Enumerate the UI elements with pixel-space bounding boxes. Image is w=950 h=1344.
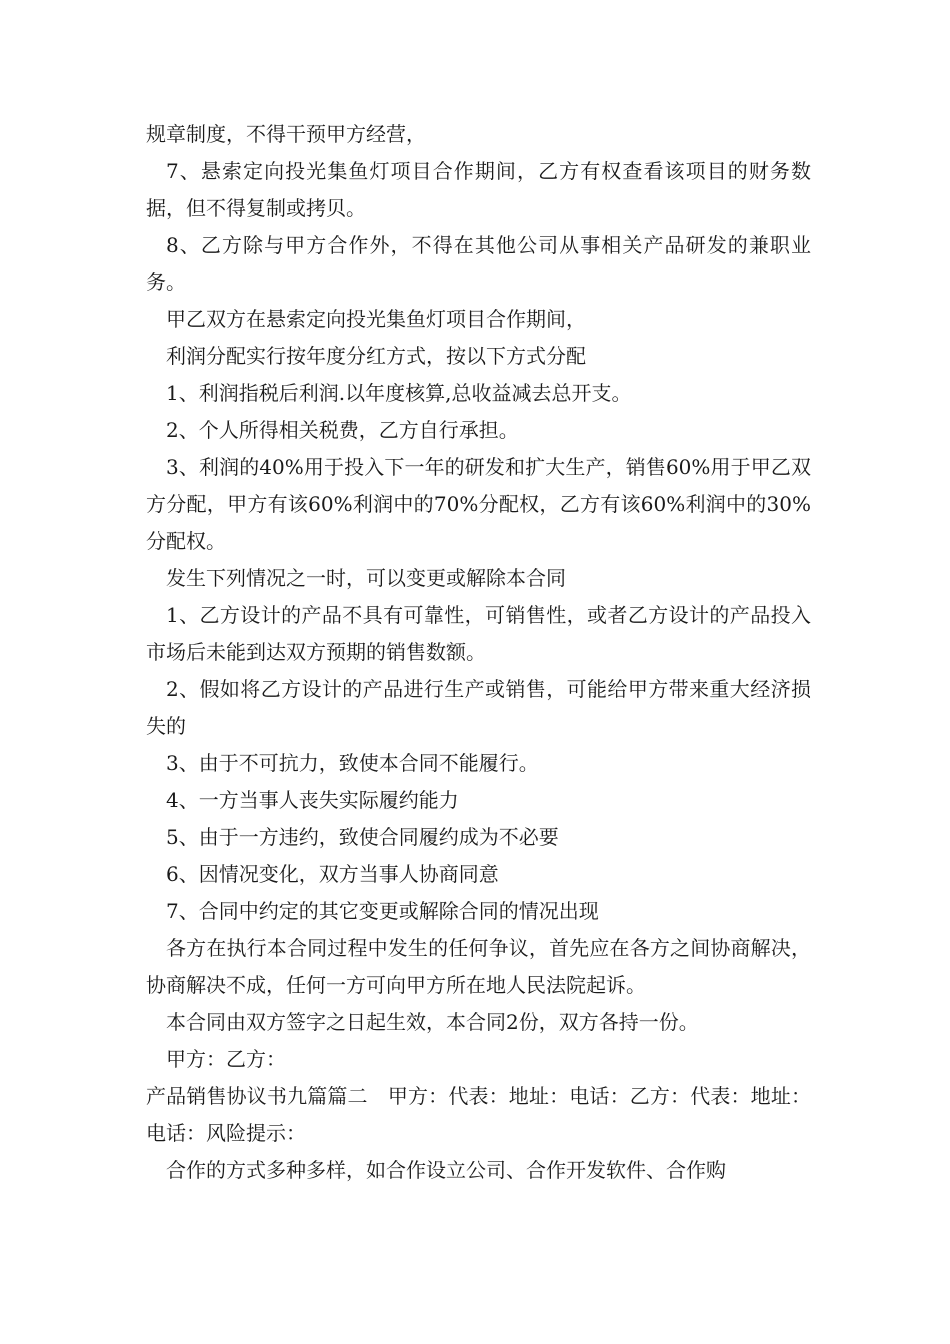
paragraph: 8、乙方除与甲方合作外，不得在其他公司从事相关产品研发的兼职业务。 — [146, 233, 811, 294]
document-body — [146, 116, 811, 1189]
paragraph: 6、因情况变化，双方当事人协商同意 — [166, 862, 499, 886]
paragraph: 合作的方式多种多样，如合作设立公司、合作开发软件、合作购 — [166, 1158, 726, 1182]
paragraph: 产品销售协议书九篇篇二 甲方：代表：地址：电话：乙方：代表：地址：电话：风险提示： — [146, 1084, 811, 1145]
paragraph: 甲乙双方在悬索定向投光集鱼灯项目合作期间， — [166, 307, 586, 331]
paragraph: 4、一方当事人丧失实际履约能力 — [166, 788, 459, 812]
paragraph: 1、乙方设计的产品不具有可靠性，可销售性，或者乙方设计的产品投入市场后未能到达双方预期的销售数额。 — [146, 603, 811, 664]
paragraph: 3、利润的40%用于投入下一年的研发和扩大生产，销售60%用于甲乙双方分配，甲方有该60%利润中的70%分配权，乙方有该60%利润中的30%分配权。 — [146, 455, 811, 553]
paragraph: 1、利润指税后利润.以年度核算,总收益减去总开支。 — [166, 381, 632, 405]
paragraph: 利润分配实行按年度分红方式，按以下方式分配 — [166, 344, 586, 368]
paragraph: 2、个人所得相关税费，乙方自行承担。 — [166, 418, 519, 442]
paragraph: 甲方：乙方： — [166, 1047, 286, 1071]
paragraph: 2、假如将乙方设计的产品进行生产或销售，可能给甲方带来重大经济损失的 — [146, 677, 811, 738]
paragraph: 7、合同中约定的其它变更或解除合同的情况出现 — [166, 899, 599, 923]
paragraph: 3、由于不可抗力，致使本合同不能履行。 — [166, 751, 539, 775]
paragraph: 各方在执行本合同过程中发生的任何争议，首先应在各方之间协商解决，协商解决不成，任何一方可向甲方所在地人民法院起诉。 — [146, 936, 811, 997]
paragraph: 5、由于一方违约，致使合同履约成为不必要 — [166, 825, 559, 849]
paragraph: 发生下列情况之一时，可以变更或解除本合同 — [166, 566, 566, 590]
paragraph: 7、悬索定向投光集鱼灯项目合作期间，乙方有权查看该项目的财务数据，但不得复制或拷贝。 — [146, 159, 811, 220]
paragraph: 本合同由双方签字之日起生效，本合同2份，双方各持一份。 — [166, 1010, 699, 1034]
paragraph: 规章制度，不得干预甲方经营， — [146, 122, 426, 146]
